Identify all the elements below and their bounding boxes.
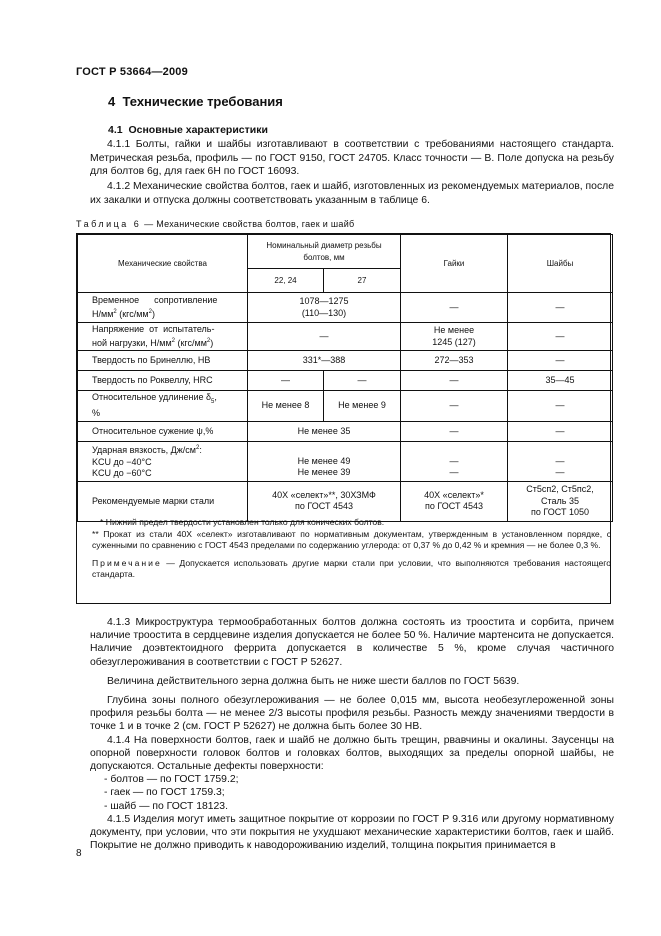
- row-washers-value: 35—45: [508, 371, 613, 391]
- row-d2-value: —: [324, 371, 401, 391]
- list-item-washers: - шайб — по ГОСТ 18123.: [104, 800, 228, 812]
- row-d2-value: Не менее 9: [324, 391, 401, 422]
- row-property-name: Рекомендуемые марки стали: [78, 481, 248, 521]
- table-caption-prefix: Таблица 6: [76, 219, 142, 229]
- section-title-text: Технические требования: [122, 94, 283, 109]
- table-row: [78, 421, 613, 441]
- row-washers-value: Ст5сп2, Ст5пс2, Сталь 35 по ГОСТ 1050: [508, 481, 613, 521]
- row-property-name: Напряжение от испытатель- ной нагрузки, $Н/мм^2$ $(кгс/мм^2)$: [78, 323, 248, 351]
- row-bolts-value: —: [248, 323, 401, 351]
- row-washers-value: —: [508, 421, 613, 441]
- row-d1-value: Не менее 8: [248, 391, 324, 422]
- row-bolts-value: 1078—1275 (110—130): [248, 293, 401, 323]
- footnote-steel: ** Прокат из стали 40Х «селект» изготавливают по нормативным документам, утвержденным в установленном порядке, с суженными по сравнению с ГОСТ 4543 пределами по содержанию углерода: от 0,37 % до 0,42 % и кремния — не более 0,3 %.: [92, 528, 611, 550]
- header-washers: Шайбы: [508, 235, 613, 293]
- section-number: 4: [108, 94, 116, 109]
- table-row: [78, 391, 613, 422]
- row-bolts-value: Не менее 49 Не менее 39: [248, 441, 401, 481]
- header-property: Механические свойства: [78, 235, 248, 293]
- row-nuts-value: —: [401, 371, 508, 391]
- paragraph-grain-size: Величина действительного зерна должна быть не ниже шести баллов по ГОСТ 5639.: [107, 675, 520, 687]
- paragraph-4-1-1: 4.1.1 Болты, гайки и шайбы изготавливают в соответствии с требованиями настоящего стандарта. Метрическая резьба, профиль — по ГОСТ 9150, ГОСТ 24705. Класс точности — В. Поле допуска на резьбу для болтов 6g, для гаек 6Н по ГОСТ 16093.: [90, 139, 614, 177]
- table-row: [78, 441, 613, 481]
- row-bolts-value: 331*—388: [248, 351, 401, 371]
- header-diameter-22-24: 22, 24: [248, 269, 324, 293]
- page-number: 8: [76, 848, 82, 859]
- row-washers-value: — —: [508, 441, 613, 481]
- row-washers-value: —: [508, 323, 613, 351]
- body-text-bottom: [90, 616, 614, 852]
- paragraph-4-1-2: 4.1.2 Механические свойства болтов, гаек и шайб, изготовленных из рекомендуемых материалов, после их закалки и отпуска должны соответствовать указанным в таблице 6.: [90, 181, 614, 206]
- subsection-title: [108, 124, 268, 136]
- table-caption-text: — Механические свойства болтов, гаек и шайб: [141, 219, 355, 229]
- subsection-number: 4.1: [108, 124, 123, 136]
- table-row: [78, 351, 613, 371]
- table-caption: [76, 219, 354, 229]
- note-label: Примечание: [92, 557, 162, 568]
- row-nuts-value: 272—353: [401, 351, 508, 371]
- note-text: — Допускается использовать другие марки стали при условии, что выполняются требования настоящего стандарта.: [92, 557, 611, 579]
- row-nuts-value: 40Х «селект»* по ГОСТ 4543: [401, 481, 508, 521]
- paragraph-4-1-3: 4.1.3 Микроструктура термообработанных болтов должна состоять из троостита и сорбита, причем наличие троостита в сердцевине изделия допускается не более 50 %. Наличие мартенсита не допускается. Наличие доэвтектоидного феррита допускается в количестве 5 %, кроме случая частичного обезуглероживания в соответствии с ГОСТ Р 52627.: [90, 617, 614, 668]
- row-property-name: Относительное сужение ψ,%: [78, 421, 248, 441]
- list-item-bolts: - болтов — по ГОСТ 1759.2;: [104, 774, 239, 786]
- table-row: [78, 481, 613, 521]
- footnote-hardness: * Нижний предел твердости установлен только для конических болтов.: [100, 517, 385, 527]
- table-notes: [76, 517, 611, 581]
- header-nuts: Гайки: [401, 235, 508, 293]
- row-nuts-value: Не менее 1245 (127): [401, 323, 508, 351]
- section-title: [108, 94, 283, 109]
- header-diameter-27: 27: [324, 269, 401, 293]
- table-note: [76, 558, 611, 581]
- row-property-name: Относительное удлинение $\delta_5$, %: [78, 391, 248, 422]
- subsection-title-text: Основные характеристики: [128, 124, 268, 136]
- row-property-name: Временное сопротивление $Н/мм^2$ $(кгс/мм^2)$: [78, 293, 248, 323]
- table-row: [78, 293, 613, 323]
- table-row: [78, 323, 613, 351]
- row-washers-value: —: [508, 293, 613, 323]
- mechanical-properties-table: [77, 234, 613, 522]
- row-nuts-value: —: [401, 421, 508, 441]
- row-nuts-value: —: [401, 391, 508, 422]
- row-washers-value: —: [508, 351, 613, 371]
- row-bolts-value: 40Х «селект»**, 30ХЗМФ по ГОСТ 4543: [248, 481, 401, 521]
- row-property-name: Твердость по Бринеллю, НВ: [78, 351, 248, 371]
- paragraph-4-1-4: 4.1.4 На поверхности болтов, гаек и шайб не должно быть трещин, рвавчины и окалины. Заусенцы на опорной поверхности головок болтов и головках болтов, выходящих за пределы опорной шайбы, не допускаются. Остальные дефекты поверхности:: [90, 734, 614, 773]
- row-bolts-value: Не менее 35: [248, 421, 401, 441]
- document-code: ГОСТ Р 53664—2009: [76, 66, 188, 78]
- table-header-row: [78, 235, 613, 269]
- row-nuts-value: —: [401, 293, 508, 323]
- paragraph-decarburization: Глубина зоны полного обезуглероживания — не более 0,015 мм, высота необезуглероженной зоны профиля резьбы болта — не менее 2/3 высоты профиля резьбы. Разность между значениями твердости в точке 1 и в точке 2 (см. ГОСТ Р 52627) не должна быть более 30 НВ.: [90, 695, 614, 733]
- row-washers-value: —: [508, 391, 613, 422]
- row-property-name: Твердость по Роквеллу, HRC: [78, 371, 248, 391]
- row-d1-value: —: [248, 371, 324, 391]
- row-property-name: Ударная вязкость, $Дж/см^2$: KCU до −40°С KCU до −60°С: [78, 441, 248, 481]
- table-row: [78, 371, 613, 391]
- list-item-nuts: - гаек — по ГОСТ 1759.3;: [104, 787, 225, 799]
- header-bolts-diameter: Номинальный диаметр резьбы болтов, мм: [248, 235, 401, 269]
- paragraph-4-1-5: 4.1.5 Изделия могут иметь защитное покрытие от коррозии по ГОСТ Р 9.316 или другому нормативному документу, при условии, что эти покрытия не ухудшают механические характеристики болтов, гаек и шайб. Покрытие не должно приводить к наводороживанию изделий, толщина покрытия принимается в: [90, 813, 614, 852]
- row-nuts-value: — —: [401, 441, 508, 481]
